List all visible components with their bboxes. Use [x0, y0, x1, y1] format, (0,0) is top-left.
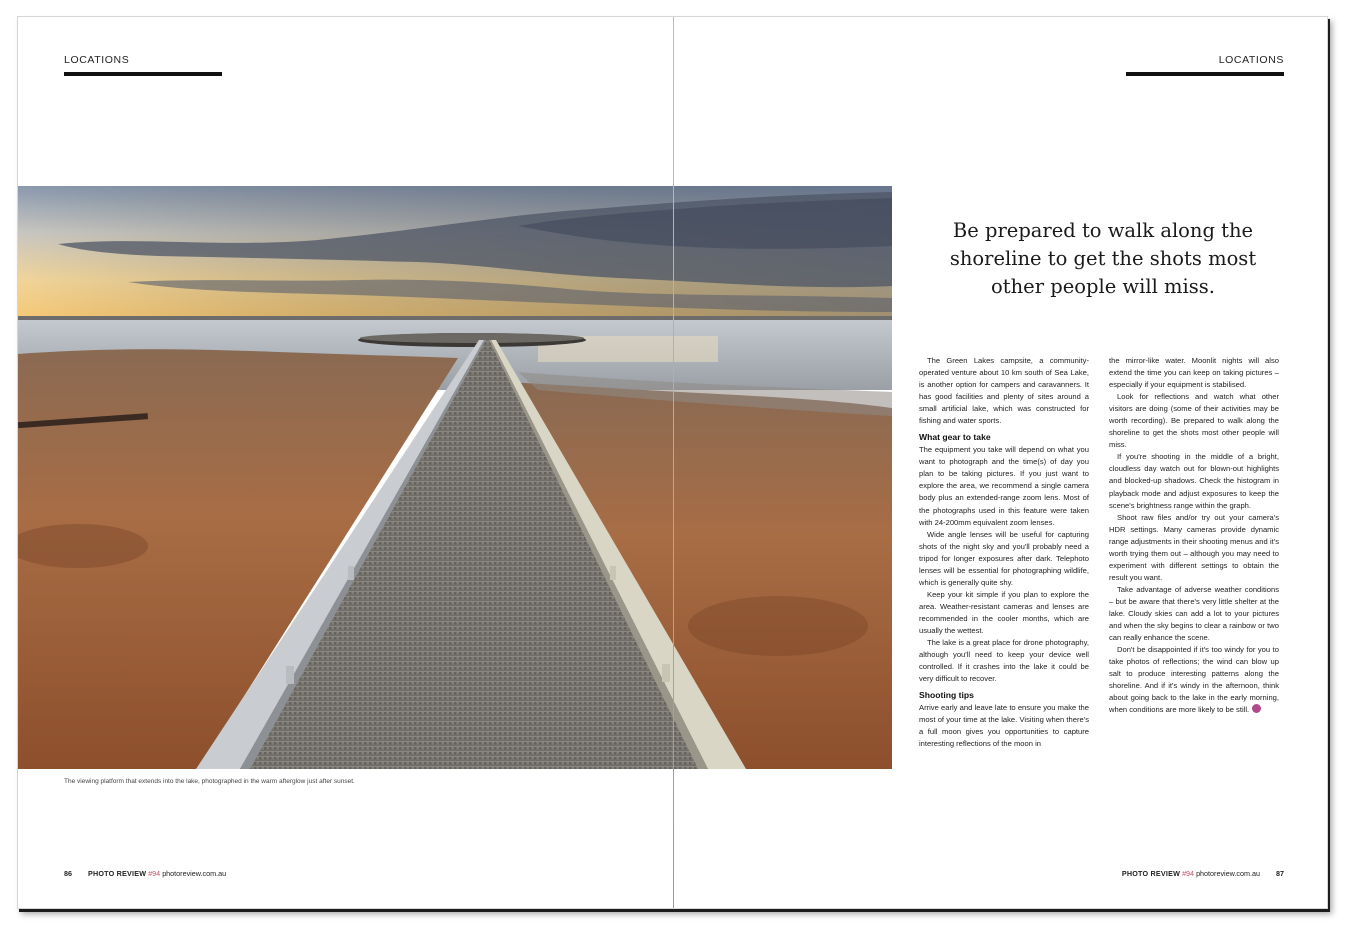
heading-shooting-tips: Shooting tips [919, 690, 974, 701]
page-number-right: 87 [1276, 869, 1284, 878]
pull-quote: Be prepared to walk along the shoreline to get the shots most other people will miss. [949, 219, 1257, 298]
paragraph: The Green Lakes campsite, a community-operated venture about 10 km south of Sea Lake, is another option for campers and caravanners. It has good facilities and plenty of sites around a small artificial lake, which was constructed for fishing and water sports. [919, 356, 1089, 426]
paragraph: Take advantage of adverse weather conditions – but be aware that there's very little shelter at the lake. Cloudy skies can add a lot to your pictures and when the sky begins to clear a rainbow or two can really enhance the scene. [1109, 584, 1279, 643]
paragraph-final-text: Don't be disappointed if it's too windy for you to take photos of reflections; the wind can blow up salt to produce interesting patterns along the shoreline. And if it's windy in the afternoon, think about going back to the lake in the early morning, when conditions are more likely to be still. [1109, 645, 1279, 715]
running-head-right: LOCATIONS [1218, 54, 1284, 66]
header-rule-left [64, 72, 222, 76]
paragraph: Shoot raw files and/or try out your camera's HDR settings. Many cameras provide dynamic range adjustments in their shooting menus and it's worth trying them out – although you may need to experiment with different settings to obtain the result you want. [1109, 512, 1279, 582]
paragraph: The equipment you take will depend on what you want to photograph and the time(s) of day you plan to be taking pictures. If you just want to explore the area, we recommend a single camera body plus an extended-range zoom lens. Most of the photographs used in this feature were taken with 24-200mm equivalent zoom lenses. [919, 445, 1089, 527]
page-gutter [673, 17, 674, 908]
magazine-name-left: PHOTO REVIEW [88, 869, 147, 878]
paragraph: If you're shooting in the middle of a bright, cloudless day watch out for blown-out highlights and blocked-up shadows. Check the histogram in playback mode and adjust exposures to keep the scene's brightness range within the graph. [1109, 452, 1279, 510]
article-column-2 [1109, 355, 1279, 716]
running-head-left: LOCATIONS [64, 54, 130, 66]
heading-what-gear: What gear to take [919, 432, 991, 443]
page-number-left: 86 [64, 869, 72, 878]
article-column-1 [919, 355, 1089, 750]
paragraph-final [1109, 644, 1279, 716]
paragraph: the mirror-like water. Moonlit nights will also extend the time you can keep on taking pictures – especially if your equipment is stabilised. [1109, 356, 1279, 390]
paragraph: Arrive early and leave late to ensure you make the most of your time at the lake. Visiting when there's a full moon gives you opportunities to capture interesting reflections of the moon in [919, 703, 1089, 749]
folio-left [64, 869, 226, 878]
paragraph: Keep your kit simple if you plan to explore the area. Weather-resistant cameras and lenses are recommended in the cooler months, which are usually the wettest. [919, 589, 1089, 635]
issue-number-right: #94 [1182, 869, 1195, 878]
photo-caption: The viewing platform that extends into the lake, photographed in the warm afterglow just after sunset. [64, 778, 355, 785]
header-rule-right [1126, 72, 1284, 76]
site-url-right: photoreview.com.au [1196, 869, 1260, 878]
folio-right [1122, 869, 1284, 878]
issue-number-left: #94 [148, 869, 161, 878]
paragraph: Look for reflections and watch what other visitors are doing (some of their activities may be worth recording). Be prepared to walk along the shoreline to get the shots most other people will miss. [1109, 392, 1279, 450]
end-mark-icon [1252, 704, 1261, 713]
magazine-spread [17, 16, 1328, 909]
paragraph: Wide angle lenses will be useful for capturing shots of the night sky and you'll probably need a tripod for longer exposures after dark. Telephoto lenses will be essential for photographing wildlife, which is generally quite shy. [919, 529, 1089, 587]
site-url-left: photoreview.com.au [162, 869, 227, 878]
lake-boardwalk-photo [18, 186, 892, 769]
magazine-name-right: PHOTO REVIEW [1121, 869, 1181, 878]
paragraph: The lake is a great place for drone photography, although you'll need to keep your device well controlled. If it crashes into the lake it could be very difficult to recover. [919, 638, 1089, 684]
